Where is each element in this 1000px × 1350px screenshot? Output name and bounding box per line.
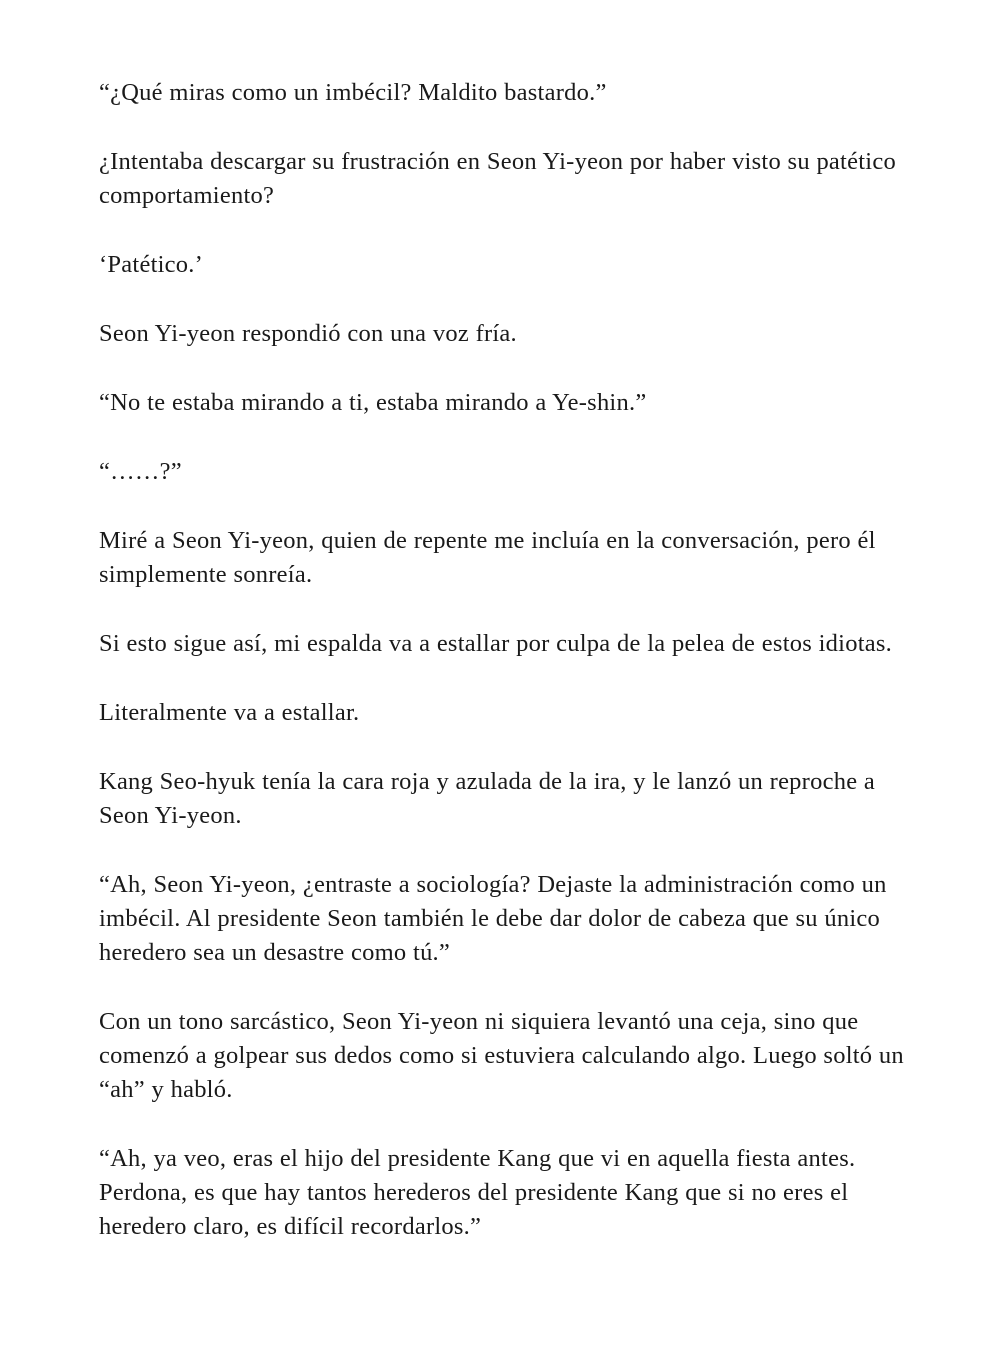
paragraph: ¿Intentaba descargar su frustración en Seon Yi-yeon por haber visto su patético comportamiento? [99,148,903,209]
paragraph: Miré a Seon Yi-yeon, quien de repente me incluía en la conversación, pero él simplemente sonreía. [99,527,883,588]
paragraph: Kang Seo-hyuk tenía la cara roja y azulada de la ira, y le lanzó un reproche a Seon Yi-yeon. [99,768,882,829]
paragraph: Seon Yi-yeon respondió con una voz fría. [99,320,517,347]
paragraph: Literalmente va a estallar. [99,699,360,726]
paragraph: “Ah, Seon Yi-yeon, ¿entraste a sociología? Dejaste la administración como un imbécil. Al presidente Seon también le debe dar dolor de cabeza que su único heredero sea un desastre como tú.” [99,871,894,966]
paragraph: ‘Patético.’ [99,251,204,278]
paragraph: “No te estaba mirando a ti, estaba mirando a Ye-shin.” [99,389,647,416]
paragraph: “Ah, ya veo, eras el hijo del presidente Kang que vi en aquella fiesta antes. Perdona, es que hay tantos herederos del presidente Kang que si no eres el heredero claro, es difícil recordarlos.” [99,1145,862,1240]
paragraph: “¿Qué miras como un imbécil? Maldito bastardo.” [99,79,607,106]
paragraph: “……?” [99,458,182,485]
paragraph: Si esto sigue así, mi espalda va a estallar por culpa de la pelea de estos idiotas. [99,630,893,657]
paragraph: Con un tono sarcástico, Seon Yi-yeon ni siquiera levantó una ceja, sino que comenzó a golpear sus dedos como si estuviera calculando algo. Luego soltó un “ah” y habló. [99,1008,911,1103]
document-body [99,76,911,1244]
